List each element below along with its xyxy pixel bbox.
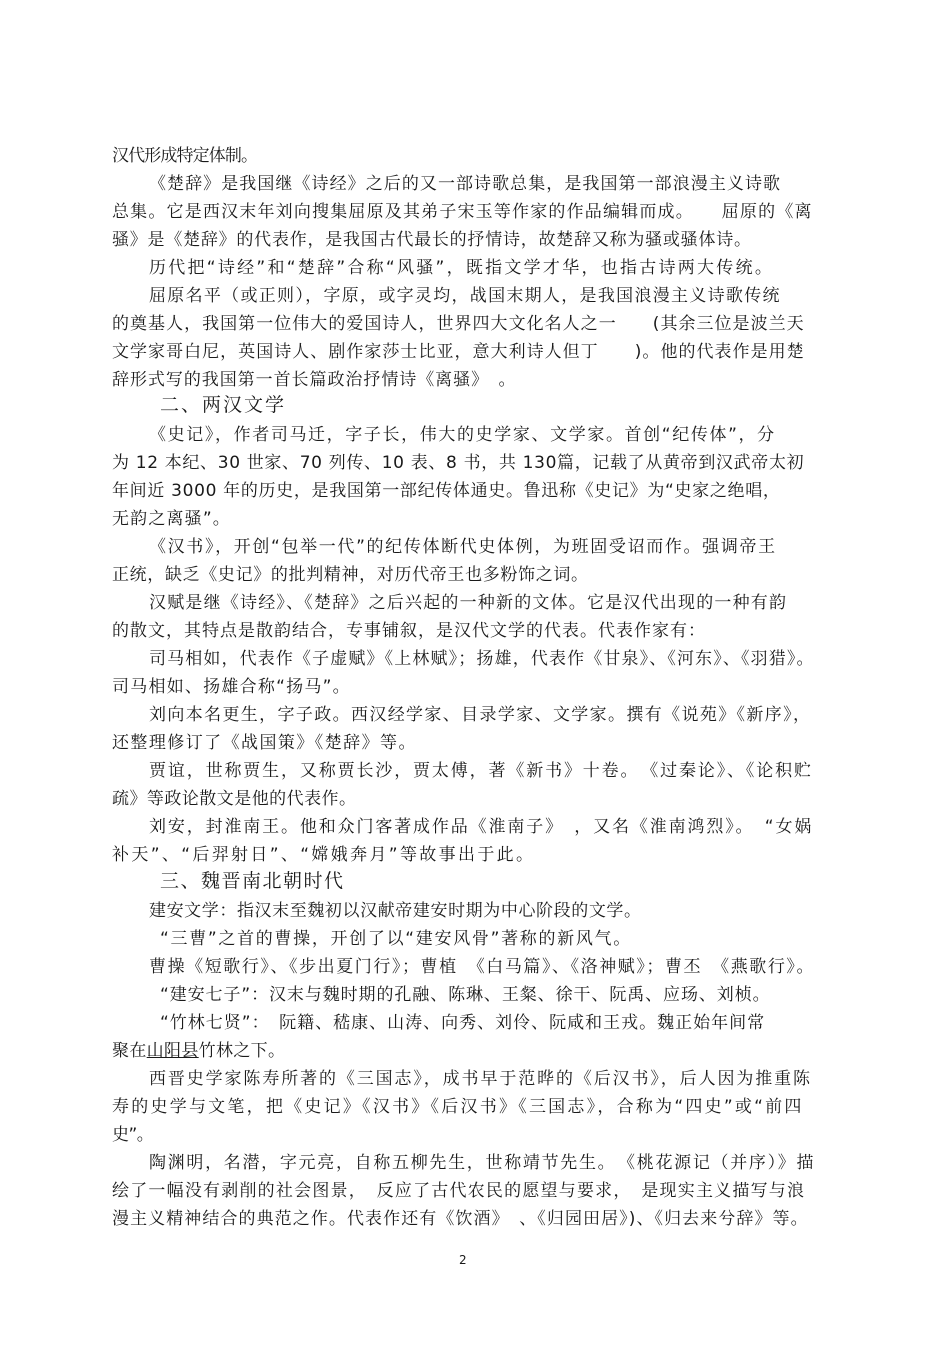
text-line: 《楚辞》是我国继《诗经》之后的又一部诗歌总集，是我国第一部浪漫主义诗歌 [149, 174, 782, 194]
page-number: 2 [459, 1253, 467, 1267]
text-line: 史”。 [112, 1125, 154, 1145]
text-line: 《史记》，作者司马迁，字子长，伟大的史学家、文学家。首创“纪传体”，分 [149, 425, 776, 445]
text-line: 汉代形成特定体制。 [112, 146, 258, 166]
text-line: 司马相如、扬雄合称“扬马”。 [112, 677, 351, 697]
text-line: 汉赋是继《诗经》、《楚辞》之后兴起的一种新的文体。它是汉代出现的一种有韵 [149, 593, 788, 613]
text-line: “建安七子”：汉末与魏时期的孔融、陈琳、王粲、徐干、阮禹、应玚、刘桢。 [160, 985, 771, 1005]
text-segment: 竹林之下。 [198, 1041, 286, 1061]
text-line: 正统，缺乏《史记》的批判精神，对历代帝王也多粉饰之词。 [112, 565, 589, 585]
text-line: 文学家哥白尼，英国诗人、剧作家莎士比亚，意大利诗人但丁 )。他的代表作是用楚 [112, 342, 805, 362]
text-line: 补天”、“后羿射日”、“嫦娥奔月”等故事出于此。 [112, 845, 536, 865]
text-line: 无韵之离骚”。 [112, 509, 231, 529]
text-segment: 聚在 [112, 1041, 147, 1061]
text-line: 疏》等政论散文是他的代表作。 [112, 789, 357, 809]
text-line: 西晋史学家陈寿所著的《三国志》，成书早于范晔的《后汉书》，后人因为推重陈 [149, 1069, 812, 1089]
text-line: 历代把“诗经”和“楚辞”合称“风骚”，既指文学才华，也指古诗两大传统。 [149, 258, 775, 278]
text-line: 寿的史学与文笔，把《史记》《汉书》《后汉书》《三国志》，合称为“四史”或“前四 [112, 1097, 804, 1117]
text-line: 贾谊，世称贾生，又称贾长沙，贾太傅，著《新书》十卷。 《过秦论》、《论积贮 [149, 761, 813, 781]
text-line: 骚》是《楚辞》的代表作，是我国古代最长的抒情诗，故楚辞又称为骚或骚体诗。 [112, 230, 752, 250]
text-line: 建安文学：指汉末至魏初以汉献帝建安时期为中心阶段的文学。 [149, 901, 642, 921]
place-link: 山阳县 [146, 1041, 199, 1061]
text-line: 屈原名平（或正则），字原，或字灵均，战国末期人，是我国浪漫主义诗歌传统 [149, 286, 781, 306]
text-line: 还整理修订了《战国策》《楚辞》等。 [112, 733, 417, 753]
section-heading: 二、两汉文学 [160, 394, 287, 416]
text-line [112, 1040, 285, 1062]
text-line: 总集。它是西汉末年刘向搜集屈原及其弟子宋玉等作家的作品编辑而成。 屈原的《离 [112, 202, 813, 222]
text-line: 司马相如，代表作《子虚赋》《上林赋》；扬雄，代表作《甘泉》、《河东》、《羽猎》。 [149, 649, 815, 669]
text-line: 刘向本名更生，字子政。西汉经学家、目录学家、文学家。撰有《说苑》《新序》， [149, 705, 812, 725]
text-line: 刘安，封淮南王。他和众门客著成作品《淮南子》 ，又名《淮南鸿烈》。 “女娲 [149, 817, 814, 837]
text-line: 绘了一幅没有剥削的社会图景， 反应了古代农民的愿望与要求， 是现实主义描写与浪 [112, 1181, 806, 1201]
text-line: 为 12 本纪、30 世家、70 列传、10 表、8 书，共 130篇，记载了从黄帝到汉武帝太初 [112, 453, 805, 473]
section-heading: 三、魏晋南北朝时代 [160, 870, 345, 892]
text-line: 的奠基人，我国第一位伟大的爱国诗人，世界四大文化名人之一 (其余三位是波兰天 [112, 314, 805, 334]
text-line: 的散文，其特点是散韵结合，专事铺叙，是汉代文学的代表。代表作家有： [112, 621, 706, 641]
text-line: “三曹”之首的曹操，开创了以“建安风骨”著称的新风气。 [160, 929, 632, 949]
text-line: 年间近 3000 年的历史，是我国第一部纪传体通史。鲁迅称《史记》为“史家之绝唱， [112, 481, 781, 501]
text-line: 陶渊明，名潜，字元亮，自称五柳先生，世称靖节先生。 《桃花源记（并序）》描 [149, 1153, 816, 1173]
text-line: 曹操《短歌行》、《步出夏门行》；曹植 《白马篇》、《洛神赋》；曹丕 《燕歌行》。 [149, 957, 816, 977]
text-line: 辞形式写的我国第一首长篇政治抒情诗《离骚》 。 [112, 370, 517, 390]
text-line: “竹林七贤”： 阮籍、嵇康、山涛、向秀、刘伶、阮咸和王戎。魏正始年间常 [160, 1013, 766, 1033]
text-line: 漫主义精神结合的典范之作。代表作还有《饮酒》 、《归园田居》)、《归去来兮辞》等。 [112, 1209, 809, 1229]
text-line: 《汉书》，开创“包举一代”的纪传体断代史体例，为班固受诏而作。强调帝王 [149, 537, 777, 557]
